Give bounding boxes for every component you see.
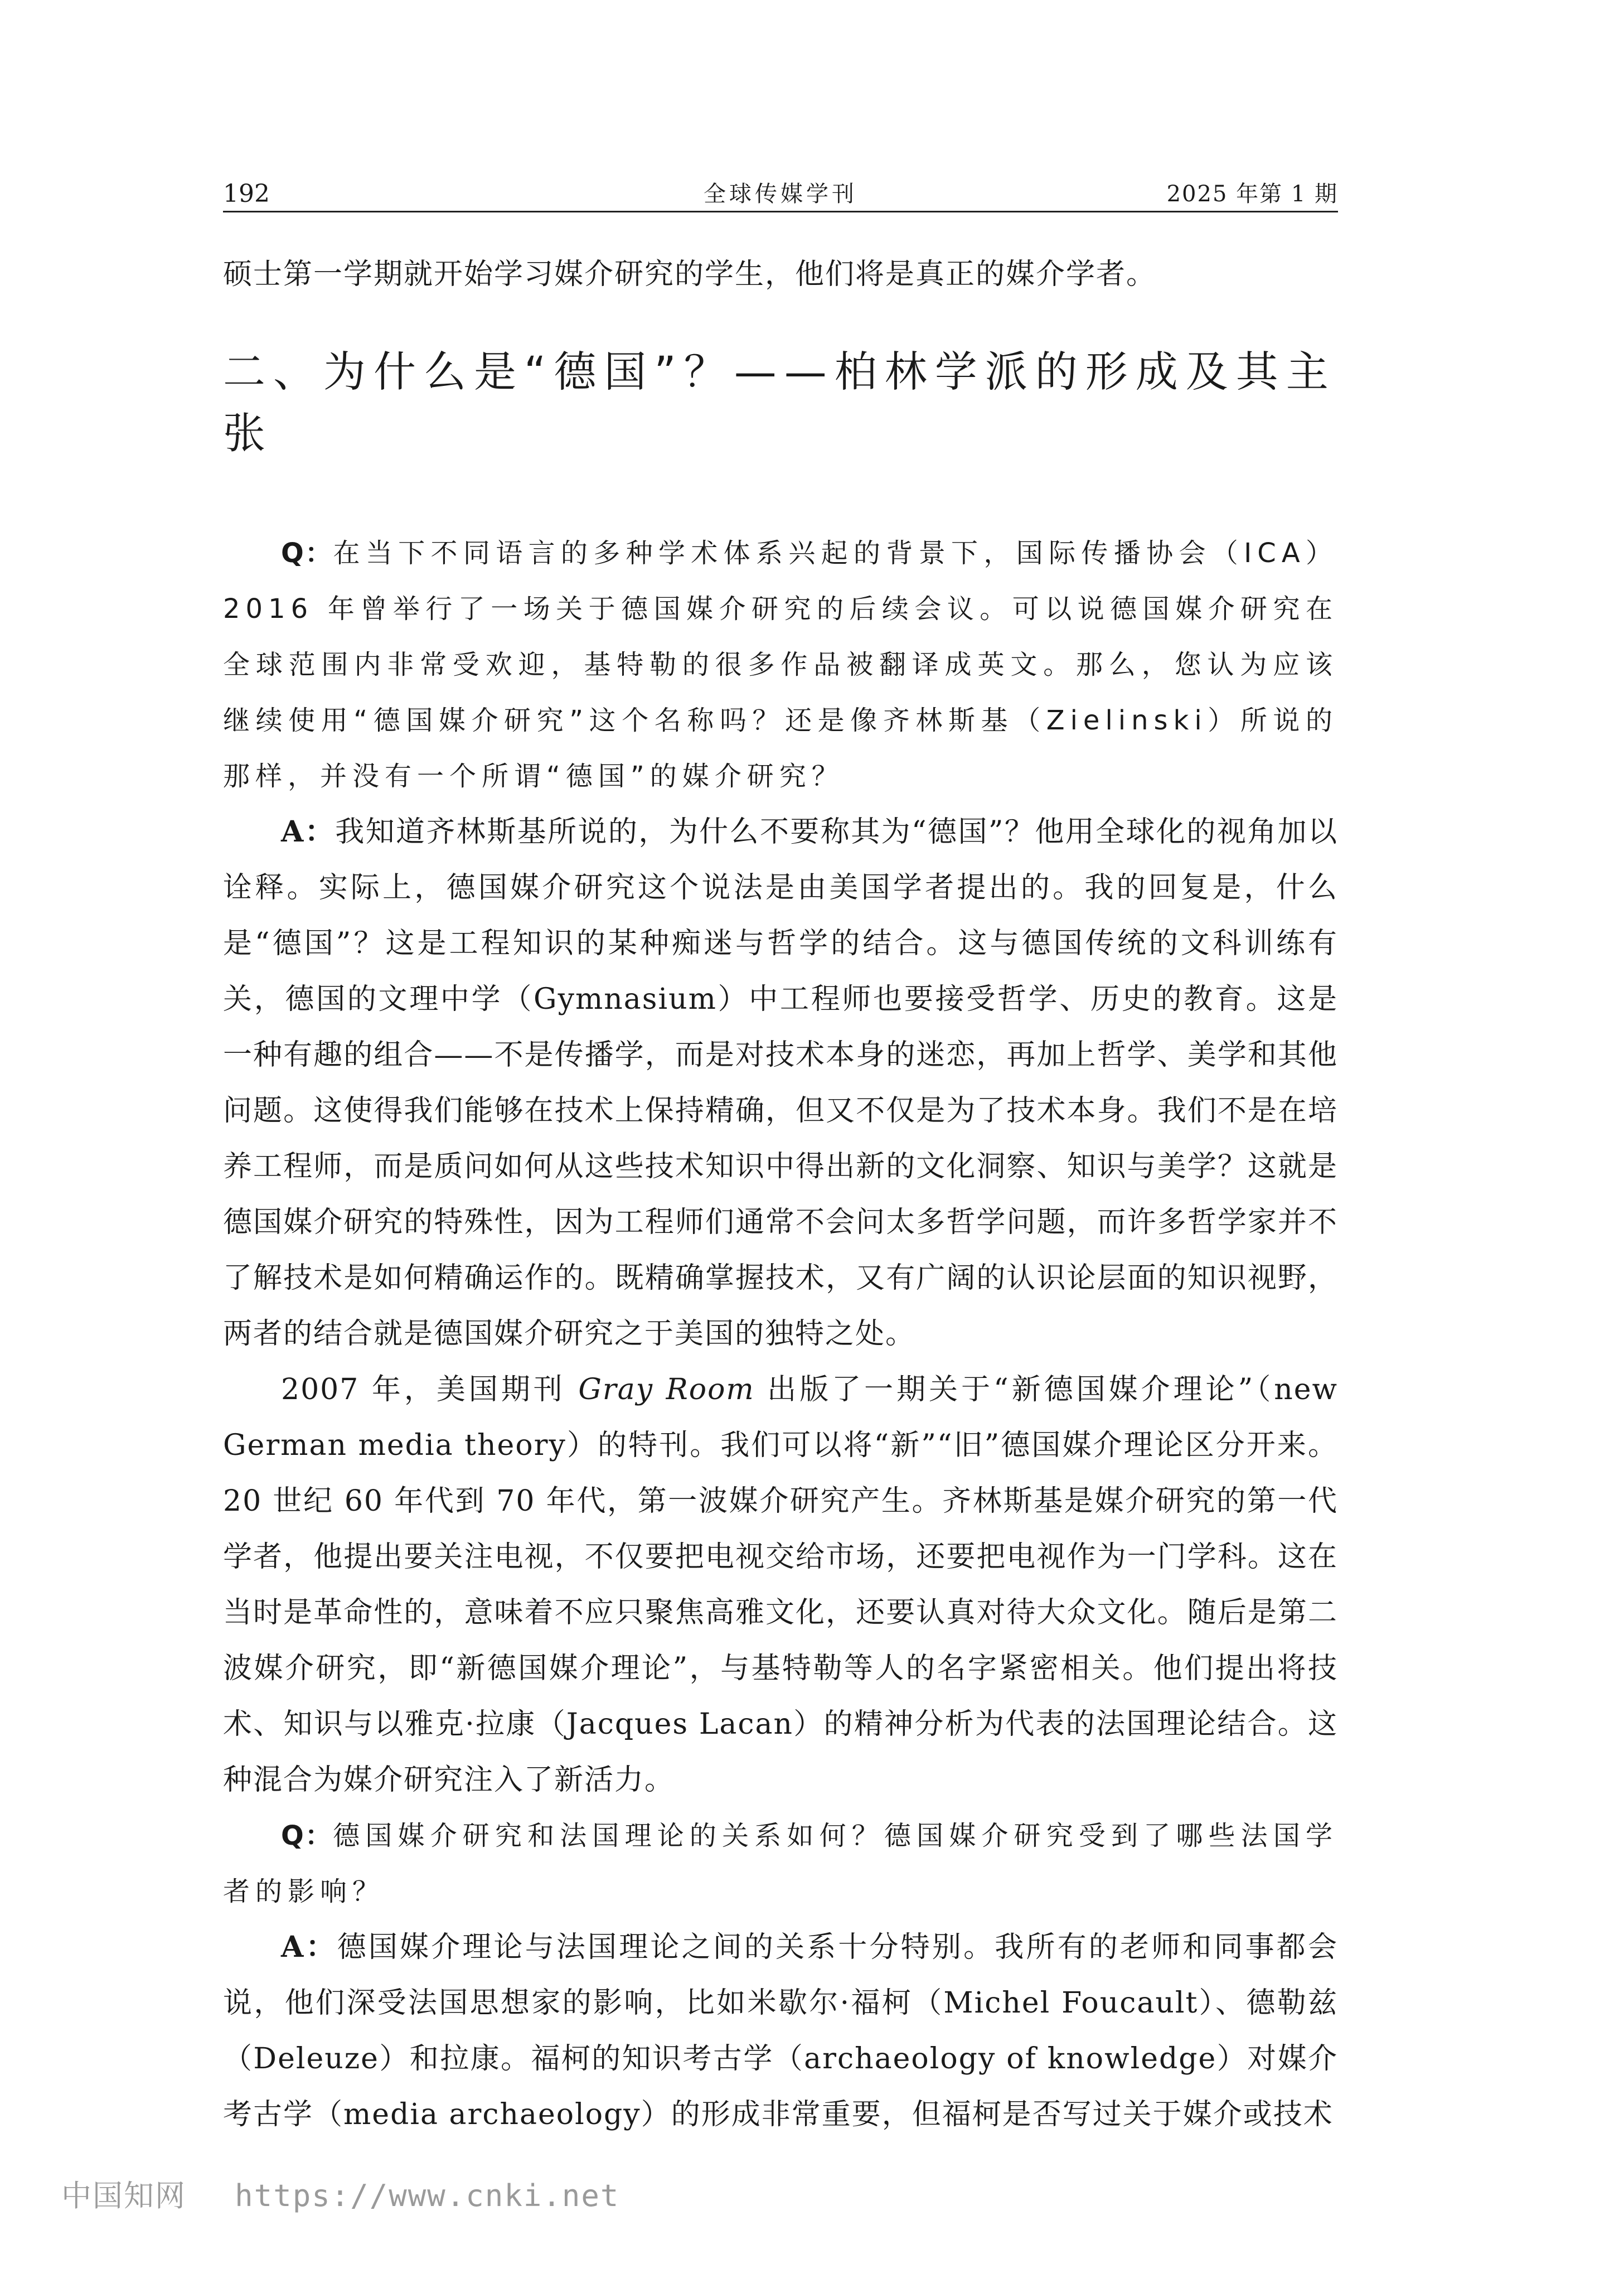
answer-marker: A： [281,815,336,849]
section-heading: 二、为什么是“德国”？——柏林学派的形成及其主张 [223,347,1336,458]
answer-marker: A： [281,1930,337,1964]
watermark-footer [61,2172,619,2215]
answer-1 [223,804,1338,1362]
carryover-paragraph: 硕士第一学期就开始学习媒介研究的学生，他们将是真正的媒介学者。 [223,258,1157,291]
answer-2 [223,1919,1338,2142]
answer-1-text: 我知道齐林斯基所说的，为什么不要称其为“德国”？他用全球化的视角加以诠释。实际上，德国媒介研究这个说法是由美国学者提出的。我的回复是，什么是“德国”？这是工程知识的某种痴迷与哲学的结合。这与德国传统的文科训练有关，德国的文理中学（Gymnasium）中工程师也要接受哲学、历史的教育。这是一种有趣的组合——不是传播学，而是对技术本身的迷恋，再加上哲学、美学和其他问题。这使得我们能够在技术上保持精确，但又不仅是为了技术本身。我们不是在培养工程师，而是质问如何从这些技术知识中得出新的文化洞察、知识与美学？这就是德国媒介研究的特殊性，因为工程师们通常不会问太多哲学问题，而许多哲学家并不了解技术是如何精确运作的。既精确掌握技术，又有广阔的认识论层面的知识视野，两者的结合就是德国媒介研究之于美国的独特之处。 [223,815,1338,1351]
answer-1-paragraph-2 [223,1362,1338,1808]
running-header [223,177,1338,212]
question-1 [223,525,1338,804]
paragraph-text-rest: 出版了一期关于“新德国媒介理论”（new German media theory）的特刊。我们可以将“新”“旧”德国媒介理论区分开来。20 世纪 60 年代到 70 年代，第一波媒介研究产生。齐林斯基是媒介研究的第一代学者，他提出要关注电视，不仅要把电视交给市场，还要把电视作为一门学科。这在当时是革命性的，意味着不应只聚焦高雅文化，还要认真对待大众文化。随后是第二波媒介研究，即“新德国媒介理论”，与基特勒等人的名字紧密相关。他们提出将技术、知识与以雅克·拉康（Jacques Lacan）的精神分析为代表的法国理论结合。这种混合为媒介研究注入了新活力。 [223,1373,1338,1797]
answer-2-text: 德国媒介理论与法国理论之间的关系十分特别。我所有的老师和同事都会说，他们深受法国思想家的影响，比如米歇尔·福柯（Michel Foucault）、德勒兹（Deleuze）和拉康。福柯的知识考古学（archaeology of knowledge）对媒介考古学（media archaeology）的形成非常重要，但福柯是否写过关于媒介或技术 [223,1931,1338,2131]
journal-name-italic: Gray Room [578,1373,755,1406]
issue-label: 2025 年第 1 期 [1166,181,1338,207]
question-1-text: 在当下不同语言的多种学术体系兴起的背景下，国际传播协会（ICA）2016 年曾举行了一场关于德国媒介研究的后续会议。可以说德国媒介研究在全球范围内非常受欢迎，基特勒的很多作品被翻译成英文。那么，您认为应该继续使用“德国媒介研究”这个名称吗？还是像齐林斯基（Zielinski）所说的那样，并没有一个所谓“德国”的媒介研究？ [223,538,1338,792]
question-2 [223,1808,1338,1919]
question-2-text: 德国媒介研究和法国理论的关系如何？德国媒介研究受到了哪些法国学者的影响？ [223,1820,1338,1907]
journal-title: 全球传媒学刊 [704,181,857,207]
cnki-site-name: 中国知网 [61,2178,186,2213]
paragraph-text-start: 2007 年，美国期刊 [281,1373,579,1406]
page-number: 192 [223,180,270,208]
question-marker: Q： [281,1820,333,1851]
cnki-url: https://www.cnki.net [235,2178,620,2213]
article-body [223,246,1338,2142]
question-marker: Q： [281,538,333,569]
